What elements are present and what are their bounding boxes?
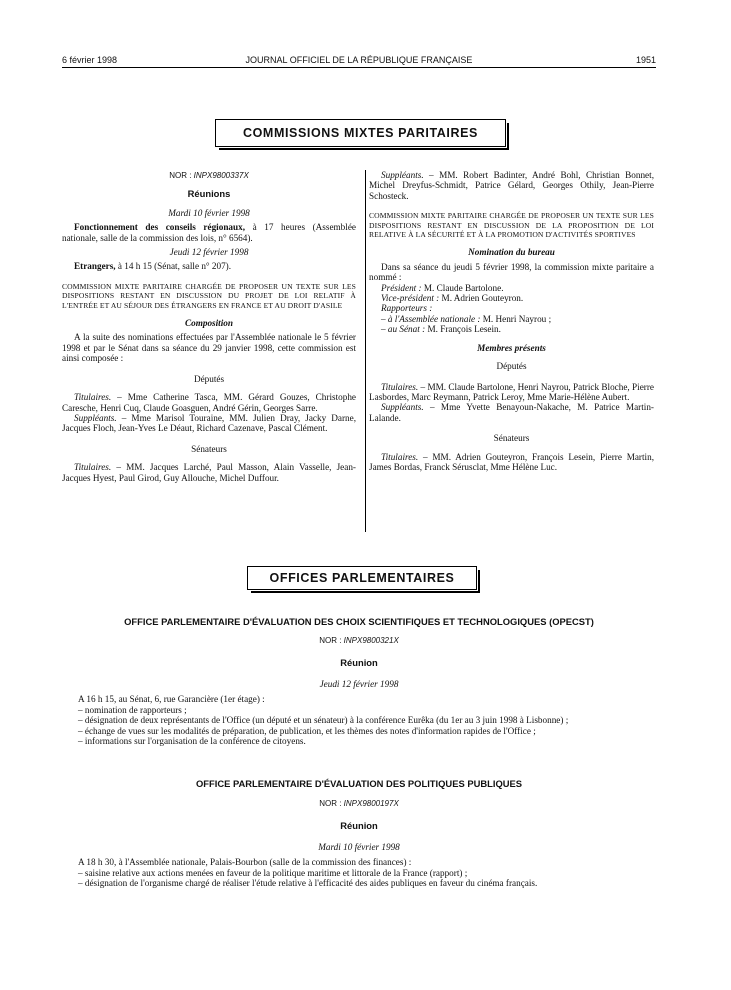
agenda-intro: A 18 h 30, à l'Assemblée nationale, Palais-Bourbon (salle de la commission des finances) : xyxy=(78,857,412,867)
rapporteur-senat-name: M. François Lesein. xyxy=(425,324,501,335)
label-president: Président : xyxy=(381,282,422,293)
agenda-item: – nomination de rapporteurs ; xyxy=(78,704,187,715)
label-titulaires: Titulaires. xyxy=(74,392,112,403)
members-text: – Mme Yvette Benayoun-Nakache, M. Patrice Martin-Lalande. xyxy=(369,402,654,423)
heading-composition: Composition xyxy=(185,318,233,329)
agenda-intro: A 16 h 15, au Sénat, 6, rue Garancière (1er étage) : xyxy=(78,694,265,704)
label-rapporteur-an: – à l'Assemblée nationale : xyxy=(381,313,481,324)
heading-reunion: Réunion xyxy=(340,657,378,668)
heading-deputes: Députés xyxy=(496,361,527,372)
section-title-cmp: COMMISSIONS MIXTES PARITAIRES xyxy=(242,126,478,140)
members-text: – MM. Jacques Larché, Paul Masson, Alain Vasselle, Jean-Jacques Hyest, Paul Girod, Guy Allouche, Michel Duffour. xyxy=(62,462,356,483)
agenda-item: – informations sur l'organisation de la conférence de citoyens. xyxy=(78,736,306,747)
nor-code: INPX9800197X xyxy=(343,799,399,808)
agenda-item-title: Fonctionnement des conseils régionaux, xyxy=(74,222,246,233)
vice-president-name: M. Adrien Gouteyron. xyxy=(439,293,524,304)
label-rapporteurs: Rapporteurs : xyxy=(381,303,433,314)
opecst-agenda xyxy=(78,694,654,747)
office-title-opecst: OFFICE PARLEMENTAIRE D'ÉVALUATION DES CHOIX SCIENTIFIQUES ET TECHNOLOGIQUES (OPECST) xyxy=(124,616,594,627)
heading-senateurs: Sénateurs xyxy=(191,443,227,454)
nor-label: NOR : xyxy=(169,171,194,180)
header-date: 6 février 1998 xyxy=(62,55,118,65)
heading-senateurs: Sénateurs xyxy=(493,433,530,444)
agenda-item: – échange de vues sur les modalités de préparation, de publication, et les thèmes des notes d'information rapides de l'Office ; xyxy=(78,725,536,736)
date-mardi: Mardi 10 février 1998 xyxy=(168,207,250,218)
members-text: – MM. Adrien Gouteyron, François Lesein, Pierre Martin, James Bordas, Franck Sérusclat, Mme Hélène Luc. xyxy=(369,451,654,472)
label-vice-president: Vice-président : xyxy=(381,293,440,304)
nor-label: NOR : xyxy=(319,799,344,808)
nor-label: NOR : xyxy=(319,636,344,645)
heading-deputes: Députés xyxy=(193,373,225,384)
header-page-number: 1951 xyxy=(635,55,656,65)
section-title-box-cmp xyxy=(215,119,506,147)
right-column xyxy=(369,170,654,472)
left-column xyxy=(62,170,356,483)
agenda-item: – désignation de deux représentants de l'Office (un député et un sénateur) à la conférence Eurêka (du 1er au 3 juin 1998 à Lisbonne) ; xyxy=(78,715,569,726)
nor-code: INPX9800321X xyxy=(343,636,399,645)
composition-text: A la suite des nominations effectuées par l'Assemblée nationale le 5 février 1998 et par le Sénat dans sa séance du 29 janvier 1998, cette commission est ainsi composée : xyxy=(62,332,356,364)
members-text: – Mme Catherine Tasca, MM. Gérard Gouzes, Christophe Caresche, Henri Cuq, Claude Goasguen, André Gérin, Georges Sarre. xyxy=(62,392,356,413)
date-opecst: Jeudi 12 février 1998 xyxy=(319,679,399,689)
opepp-agenda xyxy=(78,857,654,889)
commission-title: COMMISSION MIXTE PARITAIRE CHARGÉE DE PROPOSER UN TEXTE SUR LES DISPOSITIONS RESTANT EN DISCUSSION DE LA PROPOSITION DE LOI RELATIVE À LA SÉCURITÉ ET À LA PROMOTION D'ACTIVITÉS SPORTIVES xyxy=(369,211,654,240)
label-titulaires: Titulaires. xyxy=(381,451,419,462)
label-titulaires: Titulaires. xyxy=(74,462,112,473)
office-title-opepp: OFFICE PARLEMENTAIRE D'ÉVALUATION DES POLITIQUES PUBLIQUES xyxy=(195,778,523,789)
date-opepp: Mardi 10 février 1998 xyxy=(318,842,400,852)
agenda-item-text: à 17 heures (Assemblée nationale, salle de la commission des lois, n° 6564). xyxy=(62,222,356,243)
heading-reunions: Réunions xyxy=(187,188,231,200)
heading-membres-presents: Membres présents xyxy=(477,342,546,353)
column-divider xyxy=(365,170,366,532)
date-jeudi: Jeudi 12 février 1998 xyxy=(169,247,249,258)
header-rule xyxy=(62,67,656,68)
nomination-text: Dans sa séance du jeudi 5 février 1998, la commission mixte paritaire a nommé : xyxy=(369,261,654,283)
agenda-item: – saisine relative aux actions menées en faveur de la politique maritime et littorale de la France (rapport) ; xyxy=(78,867,468,878)
label-titulaires: Titulaires. xyxy=(381,381,419,392)
label-suppleants: Suppléants. xyxy=(381,402,424,413)
nor-code: INPX9800337X xyxy=(193,171,249,180)
agenda-item-title: Etrangers, xyxy=(74,261,116,272)
members-text: – Mme Marisol Touraine, MM. Julien Dray, Jacky Darne, Jacques Floch, Jean-Yves Le Déaut, Richard Cazenave, Pascal Clément. xyxy=(62,412,356,434)
section-title-box-offices xyxy=(247,566,477,590)
header-journal-title: JOURNAL OFFICIEL DE LA RÉPUBLIQUE FRANÇAISE xyxy=(245,55,473,65)
section-title-offices: OFFICES PARLEMENTAIRES xyxy=(269,571,455,585)
members-text: – MM. Robert Badinter, André Bohl, Christian Bonnet, Michel Dreyfus-Schmidt, Patrice Gélard, Georges Othily, Jean-Pierre Schosteck. xyxy=(369,170,654,201)
president-name: M. Claude Bartolone. xyxy=(421,282,504,293)
heading-reunion: Réunion xyxy=(340,820,378,831)
agenda-item-text: à 14 h 15 (Sénat, salle n° 207). xyxy=(115,261,232,272)
label-suppleants: Suppléants. xyxy=(381,170,424,180)
rapporteur-an-name: M. Henri Nayrou ; xyxy=(480,313,552,324)
heading-nomination-bureau: Nomination du bureau xyxy=(468,247,555,258)
label-suppleants: Suppléants. xyxy=(74,412,117,423)
agenda-item: – désignation de l'organisme chargé de réaliser l'étude relative à l'efficacité des aides publiques en faveur du cinéma français. xyxy=(78,878,538,889)
commission-title: COMMISSION MIXTE PARITAIRE CHARGÉE DE PROPOSER UN TEXTE SUR LES DISPOSITIONS RESTANT EN DISCUSSION DU PROJET DE LOI RELATIF À L'ENTRÉE ET AU SÉJOUR DES ÉTRANGERS EN FRANCE ET AU DROIT D'ASILE xyxy=(62,281,356,310)
label-rapporteur-senat: – au Sénat : xyxy=(381,324,426,335)
members-text: – MM. Claude Bartolone, Henri Nayrou, Patrick Bloche, Pierre Lasbordes, Marc Reymann, Patrick Leroy, Mme Marie-Hélène Aubert. xyxy=(369,381,654,402)
